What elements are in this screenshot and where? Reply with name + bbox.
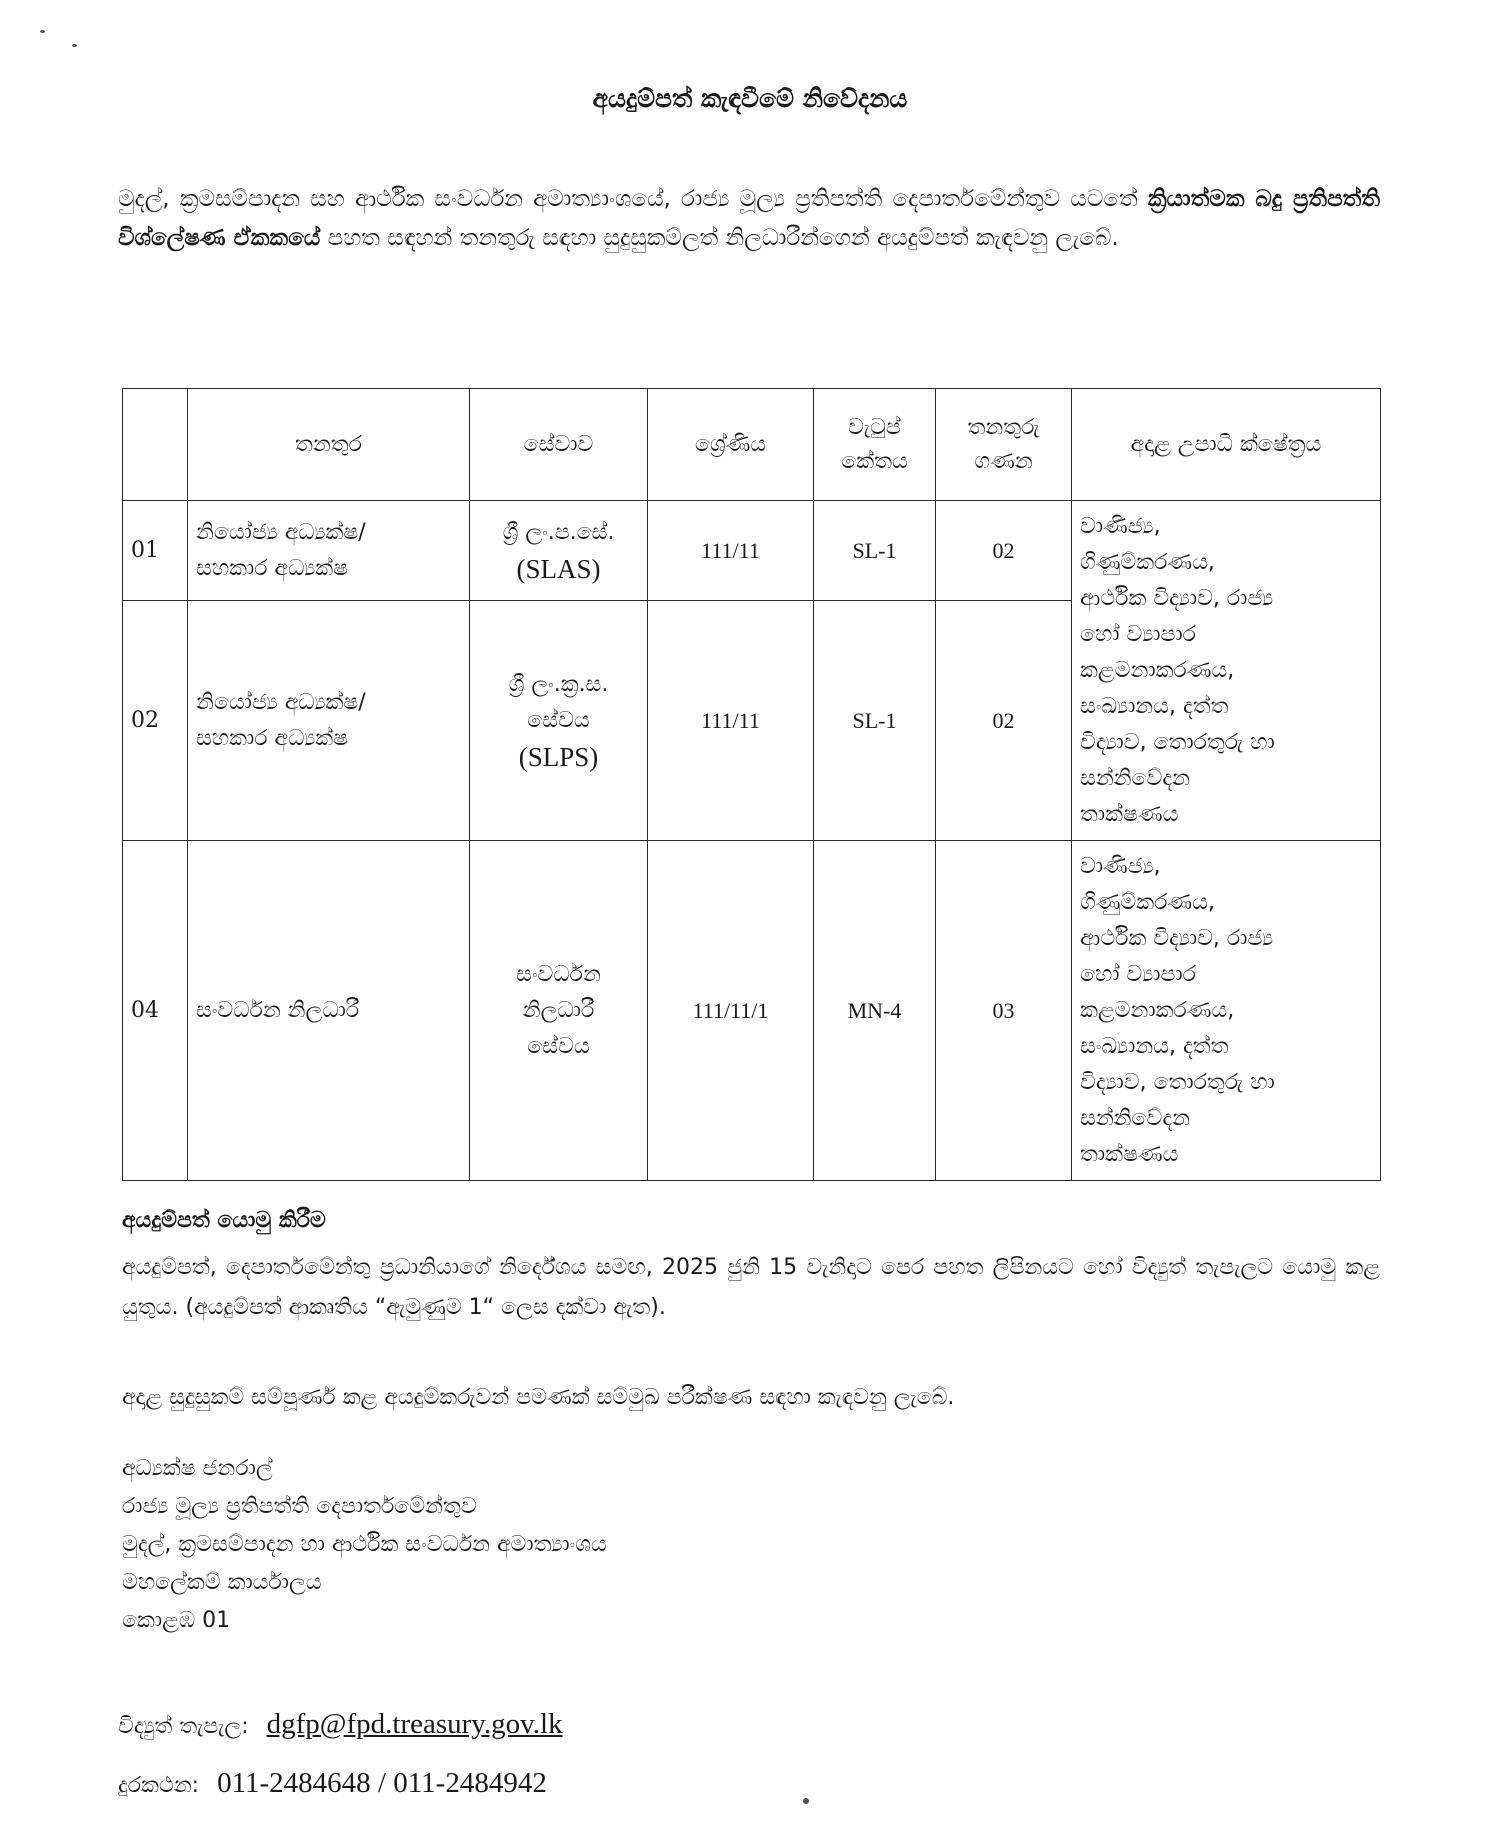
intro-text-1: මුදල්, ක්‍රමසම්පාදන සහ ආර්ථික සංවර්ධන අමාත්‍යාංශයේ, රාජ්‍ය මූල්‍ය ප්‍රතිපත්ති දෙපාර්තමේන්තුව යටතේ xyxy=(118,186,1148,212)
row-grade: 111/11/1 xyxy=(648,841,814,1181)
scan-speck xyxy=(72,44,77,47)
scan-speck xyxy=(40,30,45,33)
row-grade: 111/11 xyxy=(648,601,814,841)
row-grade: 111/11 xyxy=(648,501,814,601)
row-number: 01 xyxy=(123,501,188,601)
row-post-count: 02 xyxy=(936,601,1072,841)
position-line: නියෝජ්‍ය අධ්‍යක්ෂ/ xyxy=(196,689,366,715)
header-grade: ශ්‍රේණිය xyxy=(648,389,814,501)
field-line: සංඛ්‍යානය, දත්ත xyxy=(1080,693,1229,719)
field-line: සන්නිවේදන xyxy=(1080,765,1190,791)
field-line: වාණිජ්‍ය, xyxy=(1080,853,1161,879)
field-line: කළමනාකරණය, xyxy=(1080,657,1235,683)
address-line: රාජ්‍ය මූල්‍ය ප්‍රතිපත්ති දෙපාර්තමේන්තුව xyxy=(122,1494,477,1519)
field-line: තාක්ෂණය xyxy=(1080,801,1179,827)
vacancy-table xyxy=(122,388,1381,1181)
field-line: කළමනාකරණය, xyxy=(1080,997,1235,1023)
intro-text-2: පහත සඳහන් තනතුරු සඳහා සුදුසුකම්ලත් නිලධාරීන්ගෙන් අයදුම්පත් කැඳවනු ලැබේ. xyxy=(320,225,1119,251)
phone-row xyxy=(118,1755,563,1814)
address-line: අධ්‍යක්ෂ ජනරාල් xyxy=(122,1456,273,1481)
header-salary-line2: කේතය xyxy=(841,448,908,474)
field-line: තාක්ෂණය xyxy=(1080,1141,1179,1167)
email-row xyxy=(118,1696,563,1755)
row-salary-code: MN-4 xyxy=(814,841,936,1181)
intro-paragraph xyxy=(118,180,1380,258)
position-line: නියෝජ්‍ය අධ්‍යක්ෂ/ xyxy=(196,519,366,545)
position-line: සහකාර අධ්‍යක්ෂ xyxy=(196,725,349,751)
table-header-row xyxy=(123,389,1381,501)
row-service xyxy=(470,601,648,841)
email-label: විද්‍යුත් තැපැල: xyxy=(118,1714,249,1739)
phone-numbers: 011-2484648 / 011-2484942 xyxy=(217,1767,547,1799)
field-line: විද්‍යාව, තොරතුරු හා xyxy=(1080,1069,1275,1095)
row-number: 04 xyxy=(123,841,188,1181)
header-salary-code xyxy=(814,389,936,501)
email-link[interactable]: dgfp@fpd.treasury.gov.lk xyxy=(266,1708,563,1740)
row-service xyxy=(470,841,648,1181)
phone-label: දුරකථන: xyxy=(118,1773,200,1798)
table-row xyxy=(123,501,1381,601)
service-line: සේවය xyxy=(527,707,590,733)
field-line: සන්නිවේදන xyxy=(1080,1105,1190,1131)
application-heading: අයදුම්පත් යොමු කිරීම xyxy=(122,1208,326,1233)
scan-speck xyxy=(803,1798,809,1804)
row-post-count: 02 xyxy=(936,501,1072,601)
address-line: කොළඹ 01 xyxy=(122,1608,231,1633)
field-line: හෝ ව්‍යාපාර xyxy=(1080,621,1196,647)
field-line: වාණිජ්‍ය, xyxy=(1080,513,1161,539)
row-post-count: 03 xyxy=(936,841,1072,1181)
postal-address xyxy=(122,1450,607,1640)
page-title: අයදුම්පත් කැඳවීමේ නිවේදනය xyxy=(592,84,908,113)
row-degree-fields xyxy=(1072,841,1381,1181)
application-instructions: අයදුම්පත්, දෙපාර්තමේන්තු ප්‍රධානියාගේ නිර්දේශය සමඟ, 2025 ජුනි 15 වැනිදාට පෙර පහත ලිපිනයට හෝ විද්‍යුත් තැපැලට යොමු කළ යුතුය. (අයදුම්පත් ආකෘතිය “ඇමුණුම 1“ ලෙස දක්වා ඇත). xyxy=(122,1255,1380,1320)
row-number: 02 xyxy=(123,601,188,841)
row-service xyxy=(470,501,648,601)
row-position xyxy=(188,841,470,1181)
field-line: ගිණුම්කරණය, xyxy=(1080,889,1215,915)
position-line: සහකාර අධ්‍යක්ෂ xyxy=(196,555,349,581)
service-line: (SLPS) xyxy=(518,741,599,772)
row-salary-code: SL-1 xyxy=(814,501,936,601)
header-no xyxy=(123,389,188,501)
header-service: සේවාව xyxy=(470,389,648,501)
field-line: ආර්ථික විද්‍යාව, රාජ්‍ය xyxy=(1080,925,1274,951)
service-line: නිලධාරී xyxy=(522,997,595,1023)
header-post-count xyxy=(936,389,1072,501)
contact-details xyxy=(118,1696,563,1814)
header-salary-line1: වැටුප් xyxy=(848,414,901,440)
row-position xyxy=(188,501,470,601)
field-line: හෝ ව්‍යාපාර xyxy=(1080,961,1196,987)
address-line: මුදල්, ක්‍රමසම්පාදන හා ආර්ථික සංවර්ධන අමාත්‍යාංශය xyxy=(122,1532,607,1557)
position-line: සංවර්ධන නිලධාරී xyxy=(196,997,360,1023)
row-degree-fields xyxy=(1072,501,1381,841)
header-count-line2: ගණන xyxy=(974,448,1033,474)
row-salary-code: SL-1 xyxy=(814,601,936,841)
service-line: සංවර්ධන xyxy=(516,961,601,987)
field-line: ගිණුම්කරණය, xyxy=(1080,549,1215,575)
service-line: සේවය xyxy=(527,1033,590,1059)
service-line: ශ්‍රී ලං.ප.සේ. xyxy=(502,519,615,545)
field-line: සංඛ්‍යානය, දත්ත xyxy=(1080,1033,1229,1059)
field-line: ආර්ථික විද්‍යාව, රාජ්‍ය xyxy=(1080,585,1274,611)
header-position: තනතුර xyxy=(188,389,470,501)
header-count-line1: තනතුරු xyxy=(967,414,1040,440)
address-line: මහලේකම් කාර්යාලය xyxy=(122,1570,322,1595)
service-line: ශ්‍රී ලං.ක්‍ර.ස. xyxy=(508,671,609,697)
service-line: (SLAS) xyxy=(516,553,601,584)
field-line: විද්‍යාව, තොරතුරු හා xyxy=(1080,729,1275,755)
header-degree-fields: අදාළ උපාධි ක්ෂේත්‍රය xyxy=(1072,389,1381,501)
table-row xyxy=(123,841,1381,1181)
selection-note: අදාළ සුදුසුකම් සම්පූර්ණ කළ අයදුම්කරුවන් පමණක් සම්මුඛ පරීක්ෂණ සඳහා කැඳවනු ලැබේ. xyxy=(122,1385,955,1410)
intro-bold-unit: ක්‍රියාත්මක බදු ප්‍රතිපත්ති විශ්ලේෂණ ඒකකයේ xyxy=(118,186,1380,251)
row-position xyxy=(188,601,470,841)
